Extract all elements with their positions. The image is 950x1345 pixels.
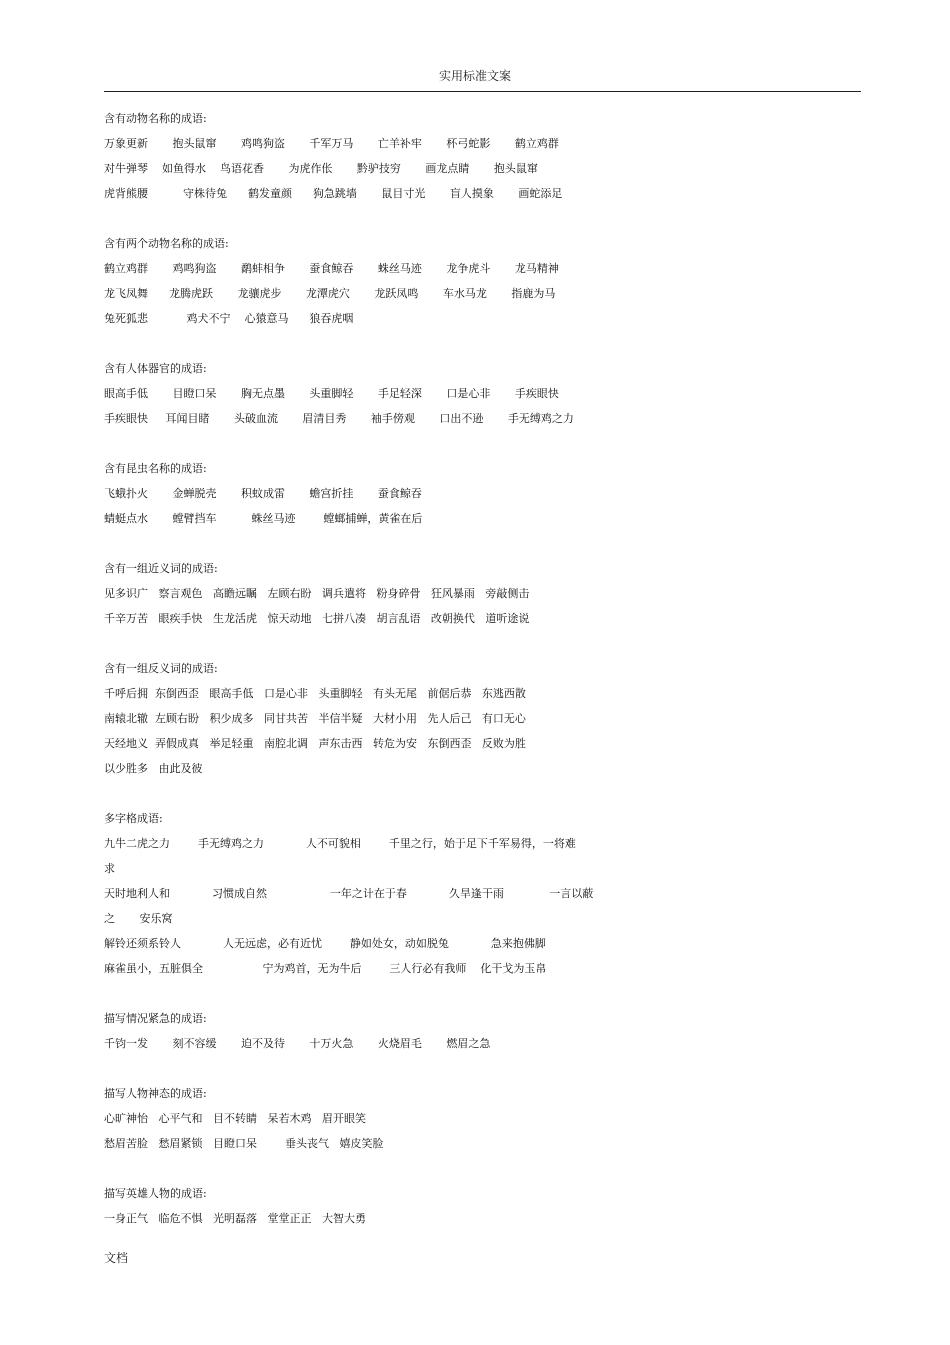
idiom-line: 鹤立鸡群 鸡鸣狗盗 鹬蚌相争 蚕食鲸吞 蛛丝马迹 龙争虎斗 龙马精神	[104, 262, 559, 275]
idiom-line: 心旷神怡 心平气和 目不转睛 呆若木鸡 眉开眼笑	[104, 1112, 366, 1125]
idiom-line: 一身正气 临危不惧 光明磊落 堂堂正正 大智大勇	[104, 1212, 366, 1225]
section-urgent-situation	[104, 1006, 864, 1056]
idiom-line: 之 安乐窝	[104, 912, 173, 925]
idiom-line: 眼高手低 目瞪口呆 胸无点墨 头重脚轻 手足轻深 口是心非 手疾眼快	[104, 387, 559, 400]
idiom-line: 万象更新 抱头鼠窜 鸡鸣狗盗 千军万马 亡羊补牢 杯弓蛇影 鹤立鸡群	[104, 137, 559, 150]
idiom-line: 千呼后拥 东倒西歪 眼高手低 口是心非 头重脚轻 有头无尾 前倨后恭 东逃西散	[104, 687, 526, 700]
header-divider	[104, 91, 861, 92]
page-header: 实用标准文案	[438, 69, 511, 83]
idiom-line: 千钧一发 刻不容缓 迫不及待 十万火急 火烧眉毛 燃眉之急	[104, 1037, 491, 1050]
section-synonyms	[104, 556, 864, 631]
idiom-line: 解铃还须系铃人 人无远虑，必有近忧 静如处女，动如脱兔 急来抱佛脚	[104, 937, 546, 950]
section-title: 含有昆虫名称的成语:	[104, 462, 207, 475]
idiom-line: 南辕北辙 左顾右盼 积少成多 同甘共苦 半信半疑 大材小用 先人后己 有口无心	[104, 712, 526, 725]
section-title: 含有一组近义词的成语:	[104, 562, 218, 575]
idiom-line: 龙飞凤舞 龙腾虎跃 龙骧虎步 龙潭虎穴 龙跃凤鸣 车水马龙 指鹿为马	[104, 287, 556, 300]
section-two-animal-names	[104, 231, 864, 331]
idiom-line: 麻雀虽小，五脏俱全 宁为鸡首，无为牛后 三人行必有我师 化干戈为玉帛	[104, 962, 547, 975]
section-title: 描写人物神态的成语:	[104, 1087, 207, 1100]
section-title: 描写英雄人物的成语:	[104, 1187, 207, 1200]
idiom-line: 九牛二虎之力 手无缚鸡之力 人不可貌相 千里之行，始于足下千军易得，一将难	[104, 837, 576, 850]
section-title: 含有一组反义词的成语:	[104, 662, 218, 675]
idiom-line: 虎背熊腰 守株待兔 鹤发童颜 狗急跳墙 鼠目寸光 盲人摸象 画蛇添足	[104, 187, 563, 200]
document-body	[104, 106, 864, 1256]
section-facial-expression	[104, 1081, 864, 1156]
section-heroes	[104, 1181, 864, 1231]
idiom-line: 以少胜多 由此及彼	[104, 762, 203, 775]
idiom-line: 天时地利人和 习惯成自然 一年之计在于春 久旱逢干雨 一言以蔽	[104, 887, 594, 900]
idiom-line: 蜻蜓点水 螳臂挡车 蛛丝马迹 螳螂捕蝉，黄雀在后	[104, 512, 423, 525]
section-title: 含有人体器官的成语:	[104, 362, 207, 375]
section-animal-names	[104, 106, 864, 206]
page-footer: 文档	[104, 1251, 129, 1265]
section-title: 含有两个动物名称的成语:	[104, 237, 229, 250]
idiom-line: 愁眉苦脸 愁眉紧锁 目瞪口呆 垂头丧气 嬉皮笑脸	[104, 1137, 384, 1150]
section-multi-character	[104, 806, 864, 981]
section-title: 描写情况紧急的成语:	[104, 1012, 207, 1025]
section-title: 含有动物名称的成语:	[104, 112, 207, 125]
section-antonyms	[104, 656, 864, 781]
idiom-line: 手疾眼快 耳闻目睹 头破血流 眉清目秀 袖手傍观 口出不逊 手无缚鸡之力	[104, 412, 574, 425]
idiom-line: 求	[104, 862, 115, 875]
section-insect-names	[104, 456, 864, 531]
idiom-line: 对牛弹琴 如鱼得水 鸟语花香 为虎作伥 黔驴技穷 画龙点睛 抱头鼠窜	[104, 162, 538, 175]
section-body-organs	[104, 356, 864, 431]
idiom-line: 飞蛾扑火 金蝉脱壳 积蚊成雷 蟾宫折挂 蚕食鲸吞	[104, 487, 422, 500]
idiom-line: 千辛万苦 眼疾手快 生龙活虎 惊天动地 七拼八凑 胡言乱语 改朝换代 道听途说	[104, 612, 530, 625]
section-title: 多字格成语:	[104, 812, 163, 825]
idiom-line: 兔死狐悲 鸡犬不宁 心猿意马 狼吞虎咽	[104, 312, 354, 325]
idiom-line: 见多识广 察言观色 高瞻远瞩 左顾右盼 调兵遣将 粉身碎骨 狂风暴雨 旁敲侧击	[104, 587, 530, 600]
idiom-line: 天经地义 弄假成真 举足轻重 南腔北调 声东击西 转危为安 东倒西歪 反败为胜	[104, 737, 526, 750]
